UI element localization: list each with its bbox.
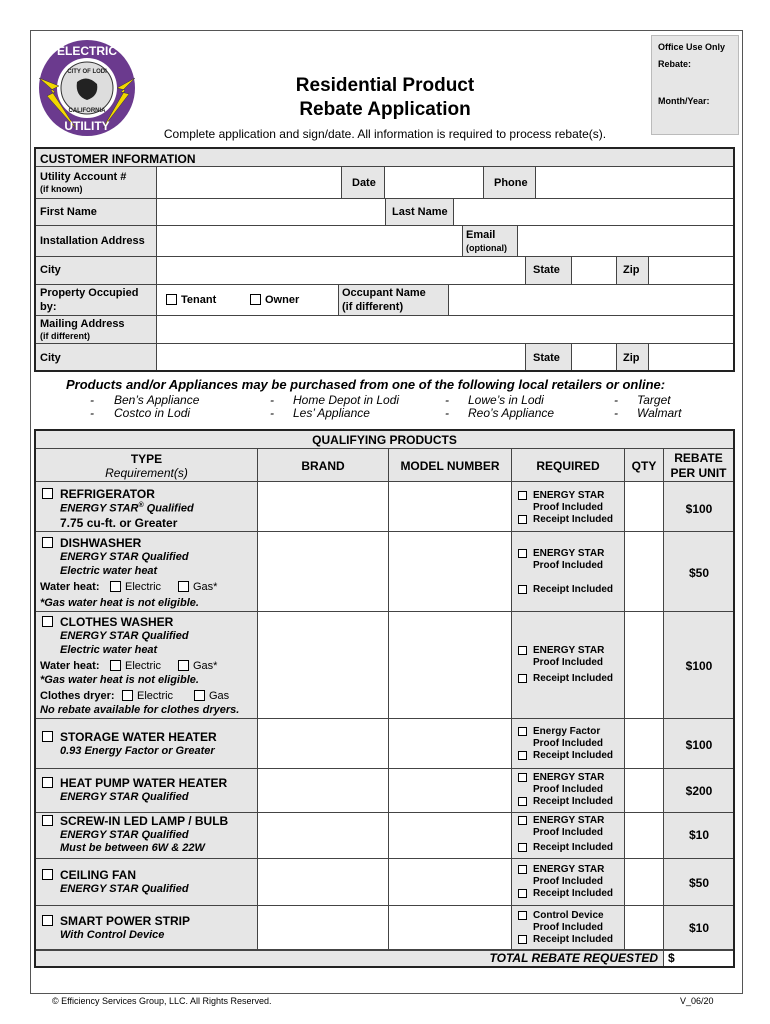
refrigerator-r2: Proof Included xyxy=(533,502,603,513)
col-required: REQUIRED xyxy=(536,459,600,473)
clothes-washer-rebate: $100 xyxy=(685,659,713,673)
occupant-name-field[interactable] xyxy=(449,285,733,315)
washer-gas-checkbox[interactable] xyxy=(178,660,189,671)
col-brand: BRAND xyxy=(301,459,345,473)
retailer-dash: - xyxy=(90,406,94,420)
led-lamp-req2: Must be between 6W & 22W xyxy=(60,842,205,854)
strip-r2: Proof Included xyxy=(533,922,603,933)
strip-r1: Control Device xyxy=(533,910,604,921)
dishwasher-checkbox[interactable] xyxy=(42,537,53,548)
washer-r2: Proof Included xyxy=(533,657,603,668)
led-energystar-checkbox[interactable] xyxy=(518,816,527,825)
dishwasher-req1: ENERGY STAR Qualified xyxy=(60,551,189,563)
last-name-label: Last Name xyxy=(392,206,448,218)
refrigerator-r1: ENERGY STAR xyxy=(533,490,605,501)
clothes-washer-name: CLOTHES WASHER xyxy=(60,615,174,629)
led-lamp-req1: ENERGY STAR Qualified xyxy=(60,829,189,841)
state-field[interactable] xyxy=(572,257,616,284)
utility-account-if-known: (if known) xyxy=(40,184,83,194)
retailer-dash: - xyxy=(270,393,274,407)
property-occupied-label-1: Property Occupied xyxy=(40,287,139,299)
clothes-washer-req2: Electric water heat xyxy=(60,644,158,656)
email-label: Email xyxy=(466,229,496,241)
led-lamp-name: SCREW-IN LED LAMP / BULB xyxy=(60,814,229,828)
storage-water-heater-name: STORAGE WATER HEATER xyxy=(60,730,217,744)
led-receipt-checkbox[interactable] xyxy=(518,843,527,852)
owner-label: Owner xyxy=(265,294,300,306)
led-lamp-rebate: $10 xyxy=(688,828,710,842)
heat-pump-req1: ENERGY STAR Qualified xyxy=(60,791,189,803)
heatpump-energystar-checkbox[interactable] xyxy=(518,773,527,782)
col-per-unit: PER UNIT xyxy=(670,466,727,480)
refrigerator-energystar-checkbox[interactable] xyxy=(518,491,527,500)
washer-note: *Gas water heat is not eligible. xyxy=(40,674,199,686)
brand-column[interactable] xyxy=(258,482,388,949)
refrigerator-checkbox[interactable] xyxy=(42,488,53,499)
utility-account-field[interactable] xyxy=(157,167,342,198)
dishwasher-receipt-checkbox[interactable] xyxy=(518,585,527,594)
retailer-home-depot: Home Depot in Lodi xyxy=(293,393,400,407)
office-use-title: Office Use Only xyxy=(658,42,726,52)
installation-address-field[interactable] xyxy=(157,226,463,256)
registered-mark: ® xyxy=(138,502,144,509)
col-requirements: Requirement(s) xyxy=(105,466,188,480)
logo-city-text: CITY OF LODI xyxy=(67,69,107,75)
model-number-column[interactable] xyxy=(389,482,511,949)
mailing-address-field[interactable] xyxy=(157,316,733,343)
installation-address-label: Installation Address xyxy=(40,235,145,247)
storage-water-heater-req1: 0.93 Energy Factor or Greater xyxy=(60,745,215,757)
email-field[interactable] xyxy=(518,226,733,256)
dishwasher-name: DISHWASHER xyxy=(60,536,142,550)
washer-r3: Receipt Included xyxy=(533,673,614,684)
dryer-gas-label: Gas xyxy=(209,690,230,702)
mailing-state-field[interactable] xyxy=(572,344,616,370)
refrigerator-req1: ENERGY STAR xyxy=(60,502,139,515)
refrigerator-rebate: $100 xyxy=(685,502,713,516)
retailer-dash: - xyxy=(614,393,618,407)
dryer-electric-checkbox[interactable] xyxy=(122,690,133,701)
strip-receipt-checkbox[interactable] xyxy=(518,935,527,944)
mailing-if-different: (if different) xyxy=(40,331,90,341)
fan-r3: Receipt Included xyxy=(533,888,614,899)
dishwasher-gas-checkbox[interactable] xyxy=(178,581,189,592)
occupant-name-label: Occupant Name xyxy=(342,287,426,299)
retailer-lowes: Lowe’s in Lodi xyxy=(468,393,544,407)
storage-energyfactor-checkbox[interactable] xyxy=(518,727,527,736)
smart-power-strip-rebate: $10 xyxy=(688,921,710,935)
washer-electric-checkbox[interactable] xyxy=(110,660,121,671)
customer-information-section xyxy=(34,147,735,372)
dishwasher-r2: Proof Included xyxy=(533,560,603,571)
fan-receipt-checkbox[interactable] xyxy=(518,889,527,898)
heatpump-r2: Proof Included xyxy=(533,784,603,795)
retailer-target: Target xyxy=(637,393,671,407)
retailer-dash: - xyxy=(270,406,274,420)
dishwasher-electric-checkbox[interactable] xyxy=(110,581,121,592)
refrigerator-receipt-checkbox[interactable] xyxy=(518,515,527,524)
heatpump-r1: ENERGY STAR xyxy=(533,772,605,783)
phone-field[interactable] xyxy=(536,167,733,198)
dishwasher-rebate: $50 xyxy=(688,566,710,580)
dryer-electric-label: Electric xyxy=(137,690,174,702)
refrigerator-req2: 7.75 cu-ft. or Greater xyxy=(60,516,178,530)
utility-account-label: Utility Account # xyxy=(40,171,127,183)
dishwasher-gas-label: Gas* xyxy=(193,581,218,593)
zip-label: Zip xyxy=(623,264,640,276)
occupant-if-different: (if different) xyxy=(342,301,404,313)
zip-field[interactable] xyxy=(649,257,733,284)
storage-receipt-checkbox[interactable] xyxy=(518,751,527,760)
date-label: Date xyxy=(352,177,376,189)
ceiling-fan-rebate: $50 xyxy=(688,876,710,890)
fan-energystar-checkbox[interactable] xyxy=(518,865,527,874)
storage-r3: Receipt Included xyxy=(533,750,614,761)
office-month-year-label: Month/Year: xyxy=(658,96,710,106)
logo-bottom-text: UTILITY xyxy=(64,119,110,133)
heat-pump-rebate: $200 xyxy=(685,784,713,798)
state-label: State xyxy=(533,264,560,276)
date-field[interactable] xyxy=(385,167,484,198)
dishwasher-req2: Electric water heat xyxy=(60,565,158,577)
washer-gas-label: Gas* xyxy=(193,660,218,672)
washer-receipt-checkbox[interactable] xyxy=(518,674,527,683)
qty-column[interactable] xyxy=(625,482,663,949)
total-dollar-sign: $ xyxy=(668,951,675,965)
dryer-gas-checkbox[interactable] xyxy=(194,690,205,701)
fan-r2: Proof Included xyxy=(533,876,603,887)
col-model-number: MODEL NUMBER xyxy=(400,459,500,473)
version-footer: V_06/20 xyxy=(680,996,714,1006)
led-r1: ENERGY STAR xyxy=(533,815,605,826)
heat-pump-name: HEAT PUMP WATER HEATER xyxy=(60,776,228,790)
tenant-checkbox[interactable] xyxy=(166,294,177,305)
ceiling-fan-name: CEILING FAN xyxy=(60,868,137,882)
mailing-zip-label: Zip xyxy=(623,352,640,364)
heat-pump-water-heater-checkbox[interactable] xyxy=(42,777,53,788)
retailer-bens-appliance: Ben’s Appliance xyxy=(114,393,200,407)
col-type: TYPE xyxy=(130,452,163,466)
storage-water-heater-checkbox[interactable] xyxy=(42,731,53,742)
mailing-city-field[interactable] xyxy=(157,344,526,370)
smart-power-strip-req1: With Control Device xyxy=(60,929,165,941)
qualifying-products-table xyxy=(34,429,735,968)
first-name-field[interactable] xyxy=(157,199,385,225)
retailer-dash: - xyxy=(614,406,618,420)
form-instructions: Complete application and sign/date. All information is required to process rebate(s). xyxy=(163,127,607,141)
storage-r2: Proof Included xyxy=(533,738,603,749)
led-lamp-checkbox[interactable] xyxy=(42,815,53,826)
mailing-state-label: State xyxy=(533,352,560,364)
retailer-dash: - xyxy=(445,406,449,420)
logo-state-text: CALIFORNIA xyxy=(68,108,106,114)
dishwasher-energystar-checkbox[interactable] xyxy=(518,549,527,558)
strip-r3: Receipt Included xyxy=(533,934,614,945)
ceiling-fan-req1: ENERGY STAR Qualified xyxy=(60,883,189,895)
qualifying-products-header: QUALIFYING PRODUCTS xyxy=(312,433,457,447)
refrigerator-req1b: Qualified xyxy=(143,502,194,515)
tenant-label: Tenant xyxy=(181,294,217,306)
property-occupied-label-2: by: xyxy=(40,301,57,313)
smart-power-strip-checkbox[interactable] xyxy=(42,915,53,926)
led-r2: Proof Included xyxy=(533,827,603,838)
mailing-zip-field[interactable] xyxy=(649,344,733,370)
retailer-reos-appliance: Reo’s Appliance xyxy=(468,406,555,420)
retailer-walmart: Walmart xyxy=(637,406,682,420)
retailer-costco: Costco in Lodi xyxy=(114,406,191,420)
washer-energystar-checkbox[interactable] xyxy=(518,646,527,655)
fan-r1: ENERGY STAR xyxy=(533,864,605,875)
dishwasher-r1: ENERGY STAR xyxy=(533,548,605,559)
led-r3: Receipt Included xyxy=(533,842,614,853)
form-title-line2: Rebate Application xyxy=(299,99,471,120)
first-name-label: First Name xyxy=(40,206,97,218)
total-rebate-label: TOTAL REBATE REQUESTED xyxy=(489,951,658,965)
col-qty: QTY xyxy=(631,459,657,473)
last-name-field[interactable] xyxy=(454,199,733,225)
ceiling-fan-checkbox[interactable] xyxy=(42,869,53,880)
smart-power-strip-name: SMART POWER STRIP xyxy=(60,914,191,928)
retailer-les-appliance: Les’ Appliance xyxy=(293,406,370,420)
retailer-dash: - xyxy=(90,393,94,407)
customer-info-header: CUSTOMER INFORMATION xyxy=(40,152,196,166)
mailing-city-label: City xyxy=(40,352,61,364)
heatpump-r3: Receipt Included xyxy=(533,796,614,807)
form-title-line1: Residential Product xyxy=(295,75,475,96)
washer-r1: ENERGY STAR xyxy=(533,645,605,656)
strip-control-device-checkbox[interactable] xyxy=(518,911,527,920)
dishwasher-note: *Gas water heat is not eligible. xyxy=(40,597,199,609)
office-rebate-label: Rebate: xyxy=(658,59,692,69)
col-rebate: REBATE xyxy=(674,451,723,465)
owner-checkbox[interactable] xyxy=(250,294,261,305)
storage-water-heater-rebate: $100 xyxy=(685,738,713,752)
mailing-address-label: Mailing Address xyxy=(40,318,125,330)
dryer-label: Clothes dryer: xyxy=(40,690,115,702)
clothes-washer-checkbox[interactable] xyxy=(42,616,53,627)
heatpump-receipt-checkbox[interactable] xyxy=(518,797,527,806)
dishwasher-water-heat-label: Water heat: xyxy=(40,581,100,593)
refrigerator-r3: Receipt Included xyxy=(533,514,614,525)
refrigerator-name: REFRIGERATOR xyxy=(60,487,155,501)
washer-water-heat-label: Water heat: xyxy=(40,660,100,672)
dishwasher-electric-label: Electric xyxy=(125,581,162,593)
email-optional: (optional) xyxy=(466,243,507,253)
logo-top-text: ELECTRIC xyxy=(57,44,117,58)
copyright-footer: © Efficiency Services Group, LLC. All Rights Reserved. xyxy=(52,996,272,1006)
dishwasher-r3: Receipt Included xyxy=(533,584,614,595)
retailers-heading: Products and/or Appliances may be purchased from one of the following local retailers or online: xyxy=(66,377,666,392)
retailer-dash: - xyxy=(445,393,449,407)
city-field[interactable] xyxy=(157,257,526,284)
storage-r1: Energy Factor xyxy=(533,726,601,737)
phone-label: Phone xyxy=(494,177,528,189)
clothes-washer-req1: ENERGY STAR Qualified xyxy=(60,630,189,642)
city-label: City xyxy=(40,264,61,276)
washer-electric-label: Electric xyxy=(125,660,162,672)
dryer-note: No rebate available for clothes dryers. xyxy=(40,704,240,716)
